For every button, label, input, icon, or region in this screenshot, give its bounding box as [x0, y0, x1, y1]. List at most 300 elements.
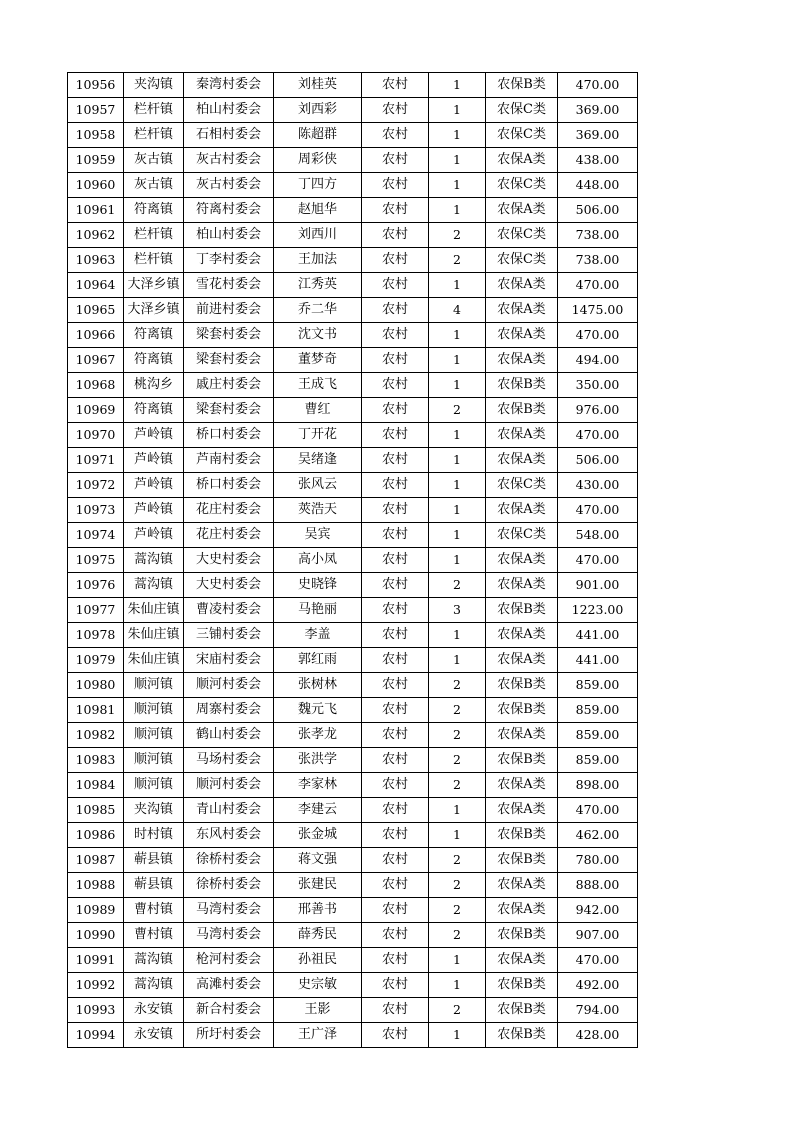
cell-count: 2 — [429, 673, 486, 698]
cell-town: 蒿沟镇 — [124, 973, 184, 998]
cell-count: 1 — [429, 98, 486, 123]
cell-name: 刘西川 — [274, 223, 362, 248]
cell-village: 徐桥村委会 — [184, 873, 274, 898]
cell-name: 王加法 — [274, 248, 362, 273]
cell-village: 秦湾村委会 — [184, 73, 274, 98]
cell-area: 农村 — [362, 98, 429, 123]
cell-village: 所圩村委会 — [184, 1023, 274, 1048]
cell-name: 周彩侠 — [274, 148, 362, 173]
cell-id: 10963 — [68, 248, 124, 273]
table-row — [68, 623, 638, 648]
table-row — [68, 773, 638, 798]
cell-amount: 738.00 — [558, 223, 638, 248]
cell-town: 蒿沟镇 — [124, 948, 184, 973]
table-row — [68, 473, 638, 498]
cell-id: 10979 — [68, 648, 124, 673]
table-row — [68, 648, 638, 673]
cell-count: 1 — [429, 948, 486, 973]
cell-area: 农村 — [362, 223, 429, 248]
cell-id: 10978 — [68, 623, 124, 648]
cell-town: 符离镇 — [124, 198, 184, 223]
cell-village: 灰古村委会 — [184, 148, 274, 173]
cell-town: 符离镇 — [124, 323, 184, 348]
cell-amount: 907.00 — [558, 923, 638, 948]
cell-area: 农村 — [362, 673, 429, 698]
cell-amount: 548.00 — [558, 523, 638, 548]
cell-category: 农保A类 — [486, 273, 558, 298]
cell-village: 丁李村委会 — [184, 248, 274, 273]
cell-town: 符离镇 — [124, 348, 184, 373]
cell-id: 10994 — [68, 1023, 124, 1048]
cell-town: 顺河镇 — [124, 723, 184, 748]
cell-area: 农村 — [362, 448, 429, 473]
cell-town: 芦岭镇 — [124, 498, 184, 523]
cell-village: 桥口村委会 — [184, 423, 274, 448]
cell-count: 2 — [429, 848, 486, 873]
cell-village: 马湾村委会 — [184, 898, 274, 923]
cell-category: 农保B类 — [486, 973, 558, 998]
table-row — [68, 373, 638, 398]
cell-amount: 428.00 — [558, 1023, 638, 1048]
cell-name: 沈文书 — [274, 323, 362, 348]
cell-area: 农村 — [362, 498, 429, 523]
cell-name: 刘西彩 — [274, 98, 362, 123]
cell-category: 农保B类 — [486, 598, 558, 623]
cell-category: 农保C类 — [486, 98, 558, 123]
cell-count: 1 — [429, 373, 486, 398]
cell-village: 石相村委会 — [184, 123, 274, 148]
cell-name: 张树林 — [274, 673, 362, 698]
cell-count: 1 — [429, 823, 486, 848]
cell-area: 农村 — [362, 323, 429, 348]
cell-village: 戚庄村委会 — [184, 373, 274, 398]
cell-count: 2 — [429, 723, 486, 748]
table-row — [68, 248, 638, 273]
cell-name: 马艳丽 — [274, 598, 362, 623]
cell-amount: 942.00 — [558, 898, 638, 923]
cell-id: 10987 — [68, 848, 124, 873]
cell-category: 农保A类 — [486, 948, 558, 973]
table-row — [68, 948, 638, 973]
cell-count: 4 — [429, 298, 486, 323]
cell-amount: 738.00 — [558, 248, 638, 273]
cell-count: 1 — [429, 273, 486, 298]
cell-town: 朱仙庄镇 — [124, 648, 184, 673]
cell-name: 张建民 — [274, 873, 362, 898]
cell-count: 2 — [429, 698, 486, 723]
cell-count: 2 — [429, 898, 486, 923]
cell-village: 枪河村委会 — [184, 948, 274, 973]
cell-category: 农保A类 — [486, 298, 558, 323]
cell-count: 1 — [429, 123, 486, 148]
table-row — [68, 448, 638, 473]
cell-category: 农保C类 — [486, 473, 558, 498]
cell-area: 农村 — [362, 1023, 429, 1048]
cell-area: 农村 — [362, 73, 429, 98]
cell-village: 柏山村委会 — [184, 98, 274, 123]
table-row — [68, 848, 638, 873]
cell-town: 大泽乡镇 — [124, 273, 184, 298]
cell-area: 农村 — [362, 548, 429, 573]
cell-town: 时村镇 — [124, 823, 184, 848]
cell-town: 永安镇 — [124, 1023, 184, 1048]
cell-id: 10956 — [68, 73, 124, 98]
cell-count: 1 — [429, 523, 486, 548]
cell-amount: 441.00 — [558, 648, 638, 673]
cell-category: 农保B类 — [486, 398, 558, 423]
cell-town: 芦岭镇 — [124, 448, 184, 473]
cell-name: 莢浩天 — [274, 498, 362, 523]
cell-area: 农村 — [362, 998, 429, 1023]
cell-id: 10988 — [68, 873, 124, 898]
cell-count: 3 — [429, 598, 486, 623]
cell-area: 农村 — [362, 848, 429, 873]
cell-village: 曹凌村委会 — [184, 598, 274, 623]
cell-town: 顺河镇 — [124, 773, 184, 798]
cell-town: 大泽乡镇 — [124, 298, 184, 323]
cell-name: 张孝龙 — [274, 723, 362, 748]
cell-id: 10961 — [68, 198, 124, 223]
cell-amount: 780.00 — [558, 848, 638, 873]
cell-count: 2 — [429, 223, 486, 248]
cell-name: 李盖 — [274, 623, 362, 648]
cell-amount: 1223.00 — [558, 598, 638, 623]
cell-count: 2 — [429, 248, 486, 273]
cell-town: 栏杆镇 — [124, 123, 184, 148]
cell-village: 新合村委会 — [184, 998, 274, 1023]
cell-area: 农村 — [362, 173, 429, 198]
cell-village: 顺河村委会 — [184, 773, 274, 798]
cell-village: 灰古村委会 — [184, 173, 274, 198]
cell-town: 芦岭镇 — [124, 523, 184, 548]
table-row — [68, 398, 638, 423]
cell-amount: 430.00 — [558, 473, 638, 498]
table-row — [68, 273, 638, 298]
cell-category: 农保A类 — [486, 873, 558, 898]
cell-town: 顺河镇 — [124, 748, 184, 773]
cell-area: 农村 — [362, 148, 429, 173]
cell-amount: 898.00 — [558, 773, 638, 798]
cell-id: 10984 — [68, 773, 124, 798]
cell-category: 农保C类 — [486, 523, 558, 548]
cell-category: 农保A类 — [486, 198, 558, 223]
cell-amount: 470.00 — [558, 423, 638, 448]
cell-town: 蕲县镇 — [124, 848, 184, 873]
cell-village: 顺河村委会 — [184, 673, 274, 698]
cell-name: 郭红雨 — [274, 648, 362, 673]
cell-category: 农保B类 — [486, 848, 558, 873]
cell-village: 大史村委会 — [184, 573, 274, 598]
cell-village: 三铺村委会 — [184, 623, 274, 648]
cell-id: 10962 — [68, 223, 124, 248]
table-row — [68, 598, 638, 623]
cell-town: 永安镇 — [124, 998, 184, 1023]
cell-village: 鹤山村委会 — [184, 723, 274, 748]
cell-village: 雪花村委会 — [184, 273, 274, 298]
cell-category: 农保A类 — [486, 798, 558, 823]
cell-name: 王广泽 — [274, 1023, 362, 1048]
cell-category: 农保C类 — [486, 123, 558, 148]
cell-id: 10964 — [68, 273, 124, 298]
table-row — [68, 423, 638, 448]
cell-count: 1 — [429, 973, 486, 998]
table-row — [68, 498, 638, 523]
cell-area: 农村 — [362, 748, 429, 773]
cell-name: 江秀英 — [274, 273, 362, 298]
cell-category: 农保C类 — [486, 248, 558, 273]
table-row — [68, 73, 638, 98]
cell-village: 马湾村委会 — [184, 923, 274, 948]
table-row — [68, 148, 638, 173]
cell-category: 农保A类 — [486, 348, 558, 373]
cell-village: 周寨村委会 — [184, 698, 274, 723]
cell-name: 王成飞 — [274, 373, 362, 398]
cell-id: 10960 — [68, 173, 124, 198]
cell-amount: 976.00 — [558, 398, 638, 423]
table-row — [68, 123, 638, 148]
cell-category: 农保B类 — [486, 673, 558, 698]
cell-id: 10971 — [68, 448, 124, 473]
cell-amount: 470.00 — [558, 498, 638, 523]
cell-category: 农保B类 — [486, 373, 558, 398]
cell-category: 农保C类 — [486, 223, 558, 248]
table-row — [68, 298, 638, 323]
cell-id: 10976 — [68, 573, 124, 598]
table-row — [68, 873, 638, 898]
cell-name: 赵旭华 — [274, 198, 362, 223]
cell-count: 1 — [429, 648, 486, 673]
cell-name: 吴绪逢 — [274, 448, 362, 473]
cell-town: 曹村镇 — [124, 898, 184, 923]
cell-name: 刘桂英 — [274, 73, 362, 98]
table-row — [68, 823, 638, 848]
cell-amount: 470.00 — [558, 548, 638, 573]
cell-category: 农保A类 — [486, 498, 558, 523]
cell-town: 灰古镇 — [124, 148, 184, 173]
cell-area: 农村 — [362, 898, 429, 923]
cell-amount: 1475.00 — [558, 298, 638, 323]
cell-town: 桃沟乡 — [124, 373, 184, 398]
cell-name: 丁四方 — [274, 173, 362, 198]
cell-id: 10969 — [68, 398, 124, 423]
cell-amount: 492.00 — [558, 973, 638, 998]
cell-amount: 859.00 — [558, 723, 638, 748]
cell-village: 梁套村委会 — [184, 348, 274, 373]
cell-area: 农村 — [362, 373, 429, 398]
cell-village: 桥口村委会 — [184, 473, 274, 498]
cell-category: 农保C类 — [486, 173, 558, 198]
cell-village: 徐桥村委会 — [184, 848, 274, 873]
cell-town: 蒿沟镇 — [124, 573, 184, 598]
cell-village: 高滩村委会 — [184, 973, 274, 998]
cell-village: 东风村委会 — [184, 823, 274, 848]
cell-category: 农保A类 — [486, 448, 558, 473]
cell-name: 丁开花 — [274, 423, 362, 448]
cell-id: 10970 — [68, 423, 124, 448]
cell-count: 1 — [429, 798, 486, 823]
cell-id: 10972 — [68, 473, 124, 498]
table-row — [68, 348, 638, 373]
cell-category: 农保A类 — [486, 423, 558, 448]
cell-id: 10958 — [68, 123, 124, 148]
cell-category: 农保A类 — [486, 573, 558, 598]
cell-amount: 438.00 — [558, 148, 638, 173]
cell-area: 农村 — [362, 823, 429, 848]
cell-id: 10975 — [68, 548, 124, 573]
cell-category: 农保B类 — [486, 823, 558, 848]
cell-category: 农保B类 — [486, 1023, 558, 1048]
cell-name: 蒋文强 — [274, 848, 362, 873]
cell-area: 农村 — [362, 723, 429, 748]
cell-amount: 859.00 — [558, 673, 638, 698]
table-row — [68, 748, 638, 773]
cell-village: 梁套村委会 — [184, 323, 274, 348]
cell-count: 1 — [429, 548, 486, 573]
cell-id: 10986 — [68, 823, 124, 848]
cell-area: 农村 — [362, 623, 429, 648]
table-row — [68, 673, 638, 698]
cell-village: 大史村委会 — [184, 548, 274, 573]
cell-id: 10959 — [68, 148, 124, 173]
cell-amount: 448.00 — [558, 173, 638, 198]
cell-category: 农保A类 — [486, 723, 558, 748]
cell-area: 农村 — [362, 798, 429, 823]
cell-town: 栏杆镇 — [124, 98, 184, 123]
cell-village: 前进村委会 — [184, 298, 274, 323]
cell-area: 农村 — [362, 948, 429, 973]
cell-id: 10967 — [68, 348, 124, 373]
cell-count: 1 — [429, 1023, 486, 1048]
cell-name: 史晓锋 — [274, 573, 362, 598]
cell-village: 花庄村委会 — [184, 498, 274, 523]
cell-id: 10973 — [68, 498, 124, 523]
cell-name: 陈超群 — [274, 123, 362, 148]
cell-category: 农保B类 — [486, 998, 558, 1023]
cell-amount: 794.00 — [558, 998, 638, 1023]
cell-name: 董梦奇 — [274, 348, 362, 373]
cell-count: 1 — [429, 348, 486, 373]
cell-count: 2 — [429, 573, 486, 598]
cell-village: 柏山村委会 — [184, 223, 274, 248]
cell-name: 邢善书 — [274, 898, 362, 923]
cell-id: 10974 — [68, 523, 124, 548]
cell-name: 张洪学 — [274, 748, 362, 773]
table-row — [68, 323, 638, 348]
cell-area: 农村 — [362, 698, 429, 723]
cell-area: 农村 — [362, 123, 429, 148]
cell-amount: 859.00 — [558, 748, 638, 773]
cell-area: 农村 — [362, 973, 429, 998]
cell-amount: 494.00 — [558, 348, 638, 373]
cell-town: 顺河镇 — [124, 673, 184, 698]
cell-town: 朱仙庄镇 — [124, 598, 184, 623]
cell-category: 农保A类 — [486, 648, 558, 673]
table-row — [68, 223, 638, 248]
cell-town: 灰古镇 — [124, 173, 184, 198]
cell-town: 夹沟镇 — [124, 73, 184, 98]
cell-count: 1 — [429, 448, 486, 473]
cell-count: 2 — [429, 923, 486, 948]
table-row — [68, 573, 638, 598]
cell-area: 农村 — [362, 248, 429, 273]
cell-area: 农村 — [362, 473, 429, 498]
cell-count: 1 — [429, 198, 486, 223]
cell-town: 符离镇 — [124, 398, 184, 423]
cell-area: 农村 — [362, 923, 429, 948]
cell-category: 农保B类 — [486, 923, 558, 948]
table-row — [68, 198, 638, 223]
cell-town: 蒿沟镇 — [124, 548, 184, 573]
cell-category: 农保B类 — [486, 73, 558, 98]
cell-id: 10957 — [68, 98, 124, 123]
cell-town: 芦岭镇 — [124, 473, 184, 498]
cell-village: 芦南村委会 — [184, 448, 274, 473]
cell-id: 10990 — [68, 923, 124, 948]
cell-town: 顺河镇 — [124, 698, 184, 723]
cell-count: 1 — [429, 148, 486, 173]
cell-area: 农村 — [362, 298, 429, 323]
cell-id: 10977 — [68, 598, 124, 623]
cell-id: 10980 — [68, 673, 124, 698]
cell-amount: 901.00 — [558, 573, 638, 598]
cell-category: 农保B类 — [486, 748, 558, 773]
cell-id: 10968 — [68, 373, 124, 398]
table-row — [68, 898, 638, 923]
cell-name: 薛秀民 — [274, 923, 362, 948]
table-row — [68, 798, 638, 823]
cell-name: 孙祖民 — [274, 948, 362, 973]
cell-amount: 470.00 — [558, 323, 638, 348]
cell-id: 10981 — [68, 698, 124, 723]
cell-town: 栏杆镇 — [124, 248, 184, 273]
cell-area: 农村 — [362, 598, 429, 623]
cell-id: 10992 — [68, 973, 124, 998]
cell-town: 蕲县镇 — [124, 873, 184, 898]
cell-town: 夹沟镇 — [124, 798, 184, 823]
cell-id: 10965 — [68, 298, 124, 323]
table-row — [68, 723, 638, 748]
cell-area: 农村 — [362, 348, 429, 373]
cell-count: 1 — [429, 173, 486, 198]
cell-amount: 888.00 — [558, 873, 638, 898]
cell-amount: 859.00 — [558, 698, 638, 723]
cell-village: 梁套村委会 — [184, 398, 274, 423]
cell-category: 农保A类 — [486, 548, 558, 573]
cell-amount: 470.00 — [558, 273, 638, 298]
cell-amount: 441.00 — [558, 623, 638, 648]
cell-amount: 470.00 — [558, 948, 638, 973]
cell-area: 农村 — [362, 423, 429, 448]
cell-count: 1 — [429, 473, 486, 498]
cell-name: 高小凤 — [274, 548, 362, 573]
cell-area: 农村 — [362, 773, 429, 798]
cell-name: 张金城 — [274, 823, 362, 848]
cell-id: 10982 — [68, 723, 124, 748]
cell-village: 宋庙村委会 — [184, 648, 274, 673]
cell-town: 栏杆镇 — [124, 223, 184, 248]
table-row — [68, 973, 638, 998]
cell-name: 王影 — [274, 998, 362, 1023]
cell-count: 2 — [429, 873, 486, 898]
cell-id: 10966 — [68, 323, 124, 348]
table-row — [68, 548, 638, 573]
cell-count: 2 — [429, 748, 486, 773]
cell-id: 10993 — [68, 998, 124, 1023]
cell-area: 农村 — [362, 398, 429, 423]
cell-name: 李家林 — [274, 773, 362, 798]
cell-count: 2 — [429, 773, 486, 798]
table-row — [68, 523, 638, 548]
